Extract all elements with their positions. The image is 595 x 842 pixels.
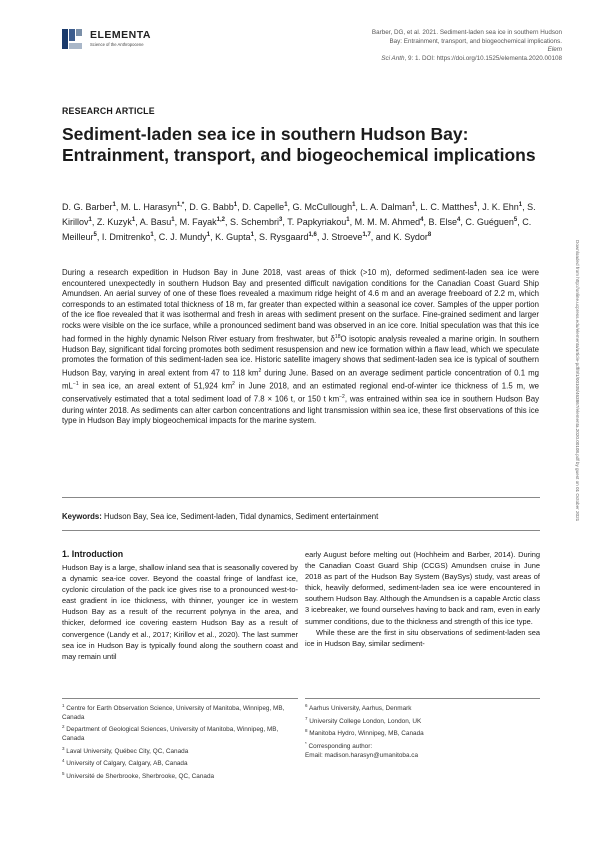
- author-name[interactable]: L. C. Matthes$^1$: [420, 202, 478, 212]
- authors-and: and: [373, 232, 394, 243]
- affiliation-text: Université de Sherbrooke, Sherbrooke, QC, Canada: [66, 773, 215, 781]
- affiliation-number: 3: [62, 745, 65, 751]
- intro-text-right: [305, 549, 540, 649]
- author-affiliation-mark: 1: [112, 202, 116, 208]
- journal-logo: [62, 27, 172, 51]
- author-affiliation-mark: 1: [352, 202, 356, 208]
- abstract-text: in June 2018, and an estimated regional end-of-winter ice thickness of 1.5 m, we conservatively estimated that a total sediment load of 7.8 × 106 t, or 150 t km: [62, 381, 539, 404]
- abstract-text: During a research expedition in Hudson Bay in June 2018, vast areas of thick (>10 m), deformed sediment-laden sea ice were encountered unexpectedly in southern Hudson Bay and presented difficult navigation conditions for the Canadian Coast Guard Ship Amundsen. An aerial survey of one of these floes revealed a maximum ridge height of 4.6 m and an average freeboard of 2.2 m, which corresponds to an estimated total thickness of 18 m, far greater than expected within a seasonal ice cover. Samples of the upper portion of the ice floe revealed that it was isothermal and fresh in areas with sediment present on the surface. Fine-grained sediment and larger rocks were visible on the ice surface, while a pronounced sediment band was observed in an ice core. Initial speculation was that this ice had formed in the highly dynamic Nelson River estuary from freshwater, but δ: [62, 268, 539, 344]
- affiliation-text: University of Calgary, Calgary, AB, Canada: [66, 760, 188, 768]
- affiliation-number: 1: [62, 703, 65, 708]
- author-name[interactable]: M. L. Harasyn$^{1,*}$: [120, 202, 185, 212]
- citation: [332, 29, 562, 63]
- affiliation-item: [62, 702, 298, 723]
- author-affiliation-mark: 1: [150, 232, 154, 239]
- author-affiliation-mark: 8: [427, 232, 432, 239]
- affiliation-item: [305, 740, 540, 752]
- author-affiliation-mark: 1: [518, 202, 523, 208]
- affiliation-item: [305, 752, 540, 761]
- author-name[interactable]: S. Kirillov$^1$: [62, 202, 536, 228]
- affiliation-number: 8: [305, 728, 308, 734]
- author-name[interactable]: C. J. Mundy$^1$: [158, 232, 211, 243]
- section-label: RESEARCH ARTICLE: [62, 106, 155, 116]
- abstract-text: during June. Based on an average sediment particle concentration of 0.1 mg mL: [62, 368, 539, 391]
- affiliation-text: Centre for Earth Observation Science, University of Manitoba, Winnipeg, MB, Canada: [62, 705, 285, 721]
- affiliation-number: 7: [305, 715, 308, 721]
- author-name[interactable]: J. Stroeve$^{1,7}$: [321, 232, 371, 243]
- author-name[interactable]: L. A. Dalman$^1$: [360, 202, 416, 212]
- download-notice-text: Downloaded from http://online.ucpress.edu/elementa/article-pdf/9/1/00108/463867/elementa.2020.00108.pdf by guest on 01 October 2021: [575, 240, 580, 522]
- author-affiliation-mark: 1: [250, 232, 254, 239]
- download-notice: [572, 240, 582, 620]
- author-name[interactable]: D. G. Barber$^1$: [62, 202, 116, 212]
- abstract-text: in sea ice, an areal extent of 51,924 km: [78, 381, 233, 391]
- citation-line: Barber, DG, et al. 2021. Sediment-laden sea ice in southern Hudson: [371, 29, 562, 36]
- author-affiliation-mark: 1: [206, 232, 211, 239]
- affiliation-number: 2: [62, 724, 65, 730]
- affiliation-number: 5: [62, 771, 65, 777]
- author-affiliation-mark: 1: [88, 217, 92, 224]
- author-affiliation-mark: 1,2: [216, 217, 225, 224]
- affiliation-text: Corresponding author:: [308, 742, 373, 750]
- author-name[interactable]: B. Else$^4$: [428, 217, 461, 228]
- keywords: [62, 512, 540, 521]
- author-name[interactable]: S. Rysgaard$^{1,6}$: [259, 232, 317, 243]
- affiliation-text: Department of Geological Sciences, University of Manitoba, Winnipeg, MB, Canada: [62, 726, 279, 743]
- author-affiliation-mark: 1: [131, 217, 136, 224]
- author-affiliation-mark: 4: [420, 217, 424, 224]
- abstract-sup: 2: [232, 381, 235, 388]
- affiliation-item: [305, 702, 540, 714]
- author-name[interactable]: I. Dmitrenko$^1$: [101, 232, 154, 243]
- citation-line: Bay: Entrainment, transport, and biogeochemical implications.: [389, 37, 562, 45]
- affiliation-number: *: [305, 740, 307, 746]
- author-affiliation-mark: 4: [457, 217, 461, 224]
- author-name[interactable]: A. Basu$^1$: [139, 217, 175, 228]
- divider: [62, 530, 540, 531]
- author-name[interactable]: S. Schembri$^3$: [230, 217, 283, 228]
- author-name[interactable]: J. K. Ehn$^1$: [482, 202, 523, 212]
- affiliations-right: [305, 702, 540, 762]
- author-name[interactable]: T. Papkyriakou$^1$: [287, 217, 350, 228]
- affiliation-item: [62, 770, 298, 782]
- author-affiliation-mark: 1: [346, 217, 350, 224]
- author-affiliation-mark: 1,6: [308, 232, 317, 239]
- author-affiliation-mark: 1: [171, 217, 175, 224]
- author-affiliation-mark: 1,7: [362, 232, 371, 239]
- author-name[interactable]: D. Capelle$^1$: [242, 202, 288, 212]
- author-name[interactable]: D. G. Babb$^1$: [189, 202, 238, 212]
- author-name[interactable]: G. McCullough$^1$: [292, 202, 356, 212]
- citation-journal: Elem: [547, 46, 562, 54]
- abstract-sup: 18: [334, 333, 341, 340]
- intro-paragraph: early August before melting out (Hochheim and Barber, 2014). During the Canadian Coast Guard Ship (CCGS) Amundsen cruise in June 2018 as part of the Hudson Bay System (BaySys) study, vast areas of thick, heavily deformed, sediment-laden sea ice were encountered in southern Hudson Bay. Although the Amundsen is a capable Arctic class 3 icebreaker, we found ourselves having to back and ram, even in early summer conditions, due to the thickness and strength of this ice type.: [305, 550, 540, 626]
- abstract-text: O isotopic analysis revealed a marine origin. In southern Hudson Bay, significant tidal forcing promotes both sediment resuspension and new ice formation within a flaw lead, which we speculate promotes the formation of this sediment-laden sea ice. Historic satellite imagery shows that sediment-laden sea ice is typical of southern Hudson Bay, varying in areal extent from 47 to 118 km: [62, 334, 540, 378]
- footnote-divider: [305, 698, 540, 699]
- author-affiliation-mark: 1: [411, 202, 416, 208]
- affiliation-text: University College London, London, UK: [309, 717, 422, 725]
- citation-doi[interactable]: , 9: 1. DOI: https://doi.org/10.1525/elementa.2020.00108: [404, 54, 562, 62]
- journal-name: ELEMENTA: [90, 29, 151, 41]
- citation-line: [332, 46, 562, 63]
- affiliation-text: Email: madison.harasyn@umanitoba.ca: [305, 752, 419, 760]
- citation-journal-abbrev: Sci Anth: [381, 54, 405, 62]
- author-affiliation-mark: 1: [233, 202, 238, 208]
- affiliation-text: Aarhus University, Aarhus, Denmark: [308, 705, 412, 713]
- author-name[interactable]: Z. Kuzyk$^1$: [96, 217, 136, 228]
- affiliation-number: 6: [305, 703, 308, 708]
- author-affiliation-mark: 3: [279, 217, 283, 224]
- section-heading: 1. Introduction: [62, 549, 124, 559]
- keywords-text: Hudson Bay, Sea ice, Sediment-laden, Tidal dynamics, Sediment entertainment: [104, 512, 379, 521]
- abstract-sup: −1: [72, 381, 79, 388]
- abstract-sup: 2: [258, 367, 262, 374]
- footnote-divider: [62, 698, 298, 699]
- abstract-sup: −2: [339, 394, 345, 401]
- divider: [62, 497, 540, 498]
- affiliation-item: [62, 757, 298, 769]
- affiliation-item: [62, 723, 298, 744]
- affiliation-item: [305, 715, 540, 727]
- author-name[interactable]: C. Guéguen$^5$: [465, 217, 518, 228]
- affiliation-text: Manitoba Hydro, Winnipeg, MB, Canada: [309, 730, 424, 738]
- keywords-label: Keywords:: [62, 512, 102, 521]
- author-list: D. G. Barber$^1$, M. L. Harasyn$^{1,*}$, D. G. Babb$^1$, D. Capelle$^1$, G. McCullough$^1$, L. A. Dalman$^1$, L. C. Matthes$^1$, J. K. Ehn$^1$, S. Kirillov$^1$, Z. Kuzyk$^1$, A. Basu$^1$, M. Fayak$^{1,2}$, S. Schembri$^3$, T. Papkyriakou$^1$, M. M. M. Ahmed$^4$, B. Else$^4$, C. Guéguen$^5$, C. Meilleur$^5$, I. Dmitrenko$^1$, C. J. Mundy$^1$, K. Gupta$^1$, S. Rysgaard$^{1,6}$, J. Stroeve$^{1,7}$, and K. Sydor$^8$: [62, 202, 536, 243]
- article-title: Sediment-laden sea ice in southern Hudson Bay: Entrainment, transport, and biogeochemical implications: [62, 124, 536, 165]
- elementa-logo-icon: [62, 29, 86, 49]
- author-affiliation-mark: 1: [284, 202, 288, 208]
- author-name[interactable]: C. Meilleur$^5$: [62, 217, 532, 243]
- affiliation-item: [305, 727, 540, 739]
- intro-paragraph: While these are the first in situ observations of sediment-laden sea ice in Hudson Bay, similar sediment-: [305, 627, 540, 648]
- author-affiliation-mark: 1,*: [176, 202, 185, 208]
- affiliation-number: 4: [62, 758, 65, 764]
- affiliations-left: [62, 702, 298, 783]
- author-affiliation-mark: 1: [473, 202, 478, 208]
- affiliation-item: [62, 745, 298, 757]
- abstract-text: , was entrained within sea ice in southern Hudson Bay during winter 2018. As sediments can alter carbon concentrations and light transmission within sea ice, these first observations of this ice type in Hudson Bay imply biogeochemical impacts for the marine system.: [62, 394, 539, 426]
- author-name[interactable]: K. Sydor$^8$: [393, 232, 432, 243]
- author-name[interactable]: M. M. M. Ahmed$^4$: [354, 217, 424, 228]
- author-affiliation-mark: 5: [513, 217, 518, 224]
- author-name[interactable]: M. Fayak$^{1,2}$: [179, 217, 225, 228]
- journal-tagline: Science of the Anthropocene: [90, 42, 144, 47]
- author-name[interactable]: K. Gupta$^1$: [215, 232, 254, 243]
- abstract: [62, 268, 539, 427]
- author-affiliation-mark: 5: [93, 232, 97, 239]
- affiliation-text: Laval University, Québec City, QC, Canada: [66, 747, 189, 755]
- intro-text-left: Hudson Bay is a large, shallow inland sea that is seasonally covered by a dynamic sea-ice cover. Beyond the coastal fringe of landfast ice, cyclonic circulation of the pack ice gives rise to a pronounced west-to-east gradient in ice thickness, with thinner, younger ice in western Hudson Bay as a result of the recurrent polynya in the area, and thicker, deformed ice covering eastern Hudson Bay as a result of convergence (Landy et al., 2017; Kirillov et al., 2020). The last summer sea ice in Hudson Bay is typically found along the southern coast and may remain until: [62, 563, 298, 661]
